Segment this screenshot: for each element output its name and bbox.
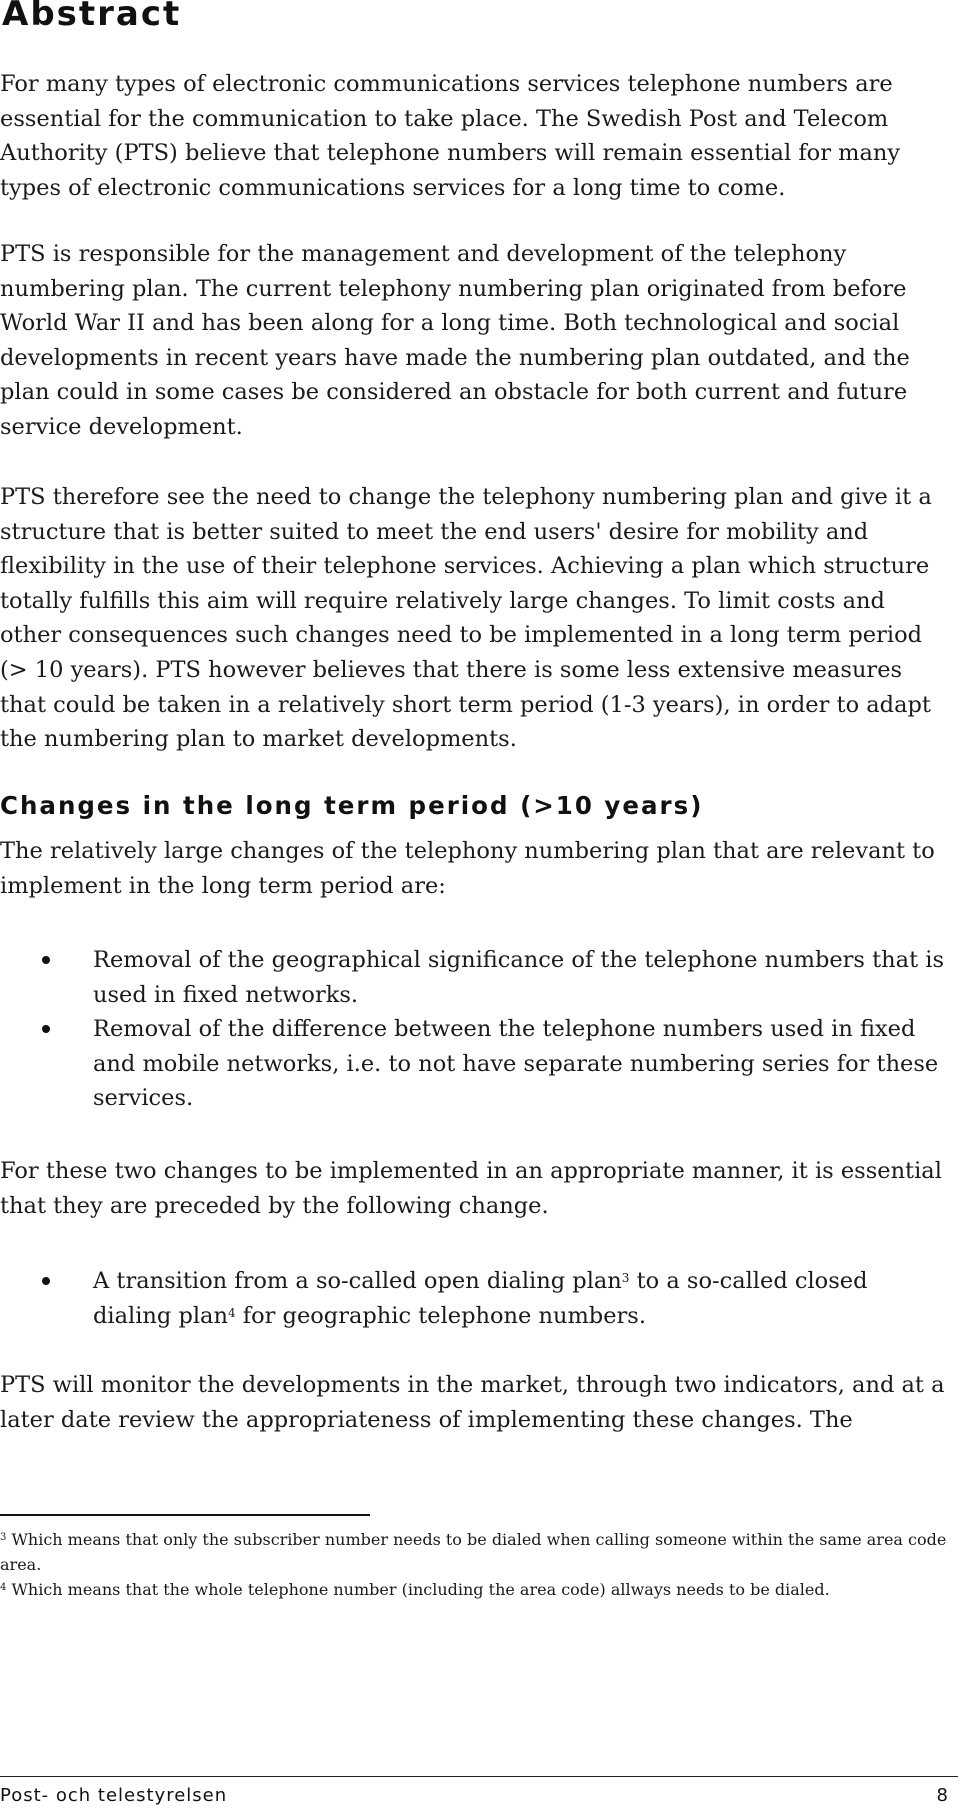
abstract-heading: Abstract xyxy=(2,0,182,34)
footnote-text: Which means that only the subscriber number needs to be dialed when calling someone within the same area code area. xyxy=(0,1530,947,1574)
list-item xyxy=(0,1012,950,1116)
footnotes xyxy=(0,1527,950,1602)
footer-organization: Post- och telestyrelsen xyxy=(0,1785,228,1806)
long-term-changes-list xyxy=(0,943,950,1116)
transition-text-part-2: to a so-called closed dialing plan xyxy=(93,1268,868,1329)
bullet-icon xyxy=(42,1025,50,1033)
footnote-reference-3: 3 xyxy=(621,1271,630,1285)
footnote-reference-4: 4 xyxy=(227,1305,236,1320)
section-heading: Changes in the long term period (>10 years) xyxy=(0,791,704,820)
abstract-paragraph-3: PTS therefore see the need to change the telephony numbering plan and give it a structure that is better suited to meet the end users' desire for mobility and flexibility in the use of their telephone services. Achieving a plan which structure totally fulfills this aim will require relatively large changes. To limit costs and other consequences such changes need to be implemented in a long term period (> 10 years). PTS however believes that there is some less extensive measures that could be taken in a relatively short term period (1-3 years), in order to adapt the numbering plan to market developments. xyxy=(0,484,932,753)
section-intro-paragraph: The relatively large changes of the telephony numbering plan that are relevant to implement in the long term period are: xyxy=(0,838,935,899)
preceding-change-paragraph: For these two changes to be implemented in an appropriate manner, it is essential that they are preceded by the following change. xyxy=(0,1158,942,1219)
footnote-text: Which means that the whole telephone number (including the area code) allways needs to be dialed. xyxy=(6,1580,830,1599)
list-item-text: Removal of the geographical significance of the telephone numbers that is used in fixed networks. xyxy=(93,947,945,1008)
footnote-number: 4 xyxy=(0,1582,7,1593)
bullet-icon xyxy=(42,956,50,964)
footnote-3 xyxy=(0,1527,950,1577)
page-number: 8 xyxy=(936,1785,948,1806)
abstract-paragraph-1: For many types of electronic communications services telephone numbers are essential for the communication to take place. The Swedish Post and Telecom Authority (PTS) believe that telephone numbers will remain essential for many types of electronic communications services for a long time to come. xyxy=(0,71,901,201)
list-item xyxy=(0,1264,950,1333)
list-item xyxy=(0,943,950,1012)
footnote-separator xyxy=(0,1514,370,1516)
transition-list xyxy=(0,1264,950,1333)
footer-divider xyxy=(0,1776,958,1777)
list-item-text: Removal of the difference between the telephone numbers used in fixed and mobile networks, i.e. to not have separate numbering series for these services. xyxy=(93,1016,939,1112)
transition-text-part-3: for geographic telephone numbers. xyxy=(235,1302,646,1329)
transition-text-part-1: A transition from a so-called open dialing plan xyxy=(93,1268,622,1294)
abstract-paragraph-2: PTS is responsible for the management and development of the telephony numbering plan. The current telephony numbering plan originated from before World War II and has been along for a long time. Both technological and social developments in recent years have made the numbering plan outdated, and the plan could in some cases be considered an obstacle for both current and future service development. xyxy=(0,241,910,440)
footnote-4 xyxy=(0,1577,950,1602)
bullet-icon xyxy=(42,1277,50,1285)
footnote-number: 3 xyxy=(0,1532,7,1543)
closing-paragraph: PTS will monitor the developments in the market, through two indicators, and at a later date review the appropriateness of implementing these changes. The xyxy=(0,1372,945,1433)
